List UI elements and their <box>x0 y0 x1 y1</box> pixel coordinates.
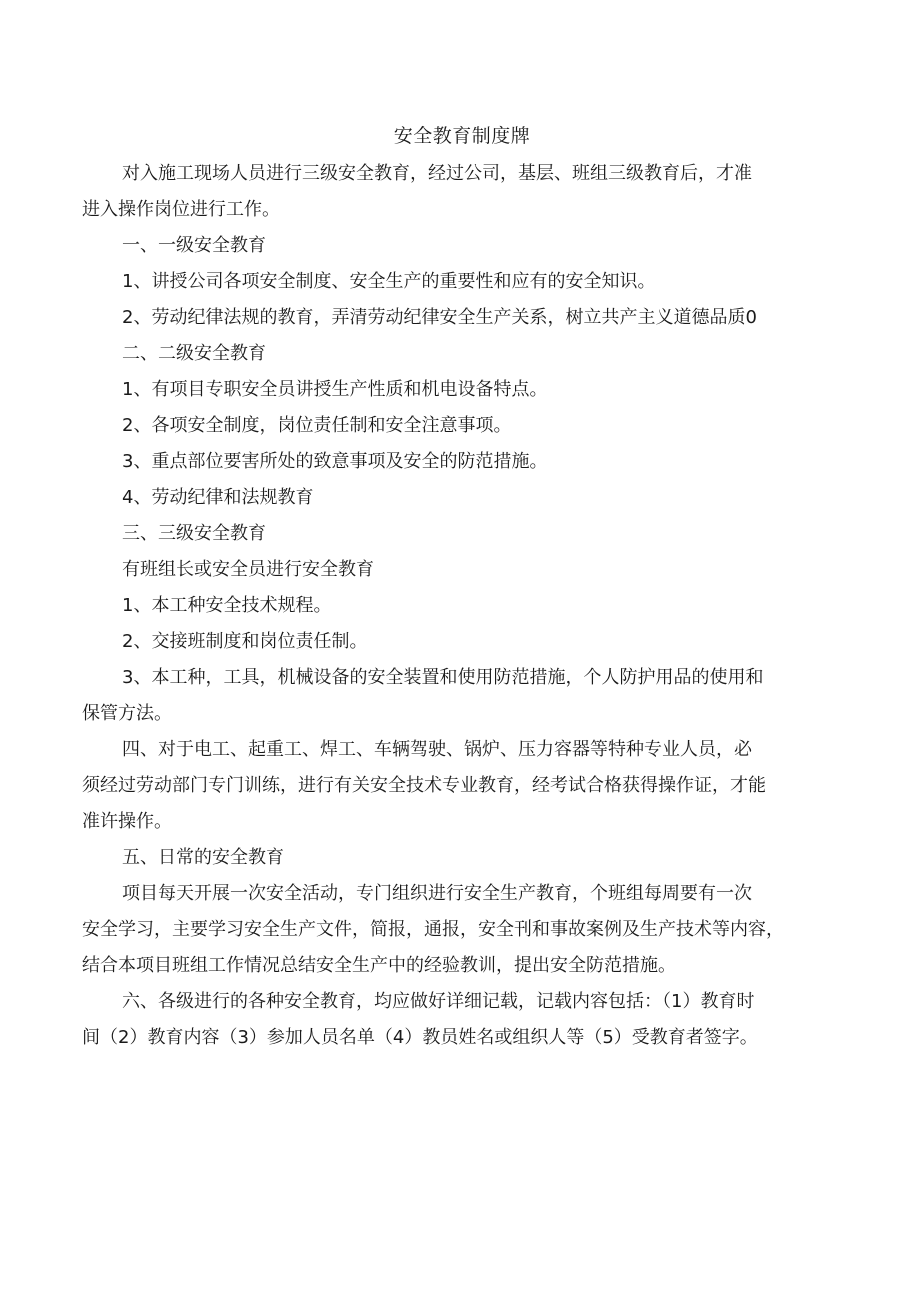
section-4-line-3: 准许操作。 <box>82 811 172 832</box>
section-1-item-1: 1、讲授公司各项安全制度、安全生产的重要性和应有的安全知识。 <box>122 271 656 292</box>
section-6-line-1: 六、各级进行的各种安全教育，均应做好详细记载，记载内容包括：（1）教育时 <box>122 991 755 1012</box>
section-4-line-1: 四、对于电工、起重工、焊工、车辆驾驶、锅炉、压力容器等特种专业人员，必 <box>122 739 752 760</box>
section-3-item-3-line-2: 保管方法。 <box>82 703 172 724</box>
section-6-line-2: 间（2）教育内容（3）参加人员名单（4）教员姓名或组织人等（5）受教育者签字。 <box>82 1027 758 1048</box>
section-2-item-3: 3、重点部位要害所处的致意事项及安全的防范措施。 <box>122 451 548 472</box>
section-1-heading: 一、一级安全教育 <box>122 235 266 256</box>
section-1-item-2: 2、劳动纪律法规的教育，弄清劳动纪律安全生产关系，树立共产主义道德品质0 <box>122 307 757 328</box>
section-2-item-1: 1、有项目专职安全员讲授生产性质和机电设备特点。 <box>122 379 548 400</box>
document-page <box>82 118 842 1056</box>
section-3-heading: 三、三级安全教育 <box>122 523 266 544</box>
section-5-line-2: 安全学习，主要学习安全生产文件，简报，通报，安全刊和事故案例及生产技术等内容， <box>82 919 784 940</box>
section-5-heading: 五、日常的安全教育 <box>122 847 284 868</box>
intro-line-2: 进入操作岗位进行工作。 <box>82 199 280 220</box>
section-4-line-2: 须经过劳动部门专门训练，进行有关安全技术专业教育，经考试合格获得操作证，才能 <box>82 775 766 796</box>
section-2-heading: 二、二级安全教育 <box>122 343 266 364</box>
section-3-item-2: 2、交接班制度和岗位责任制。 <box>122 631 368 652</box>
section-5-line-1: 项目每天开展一次安全活动，专门组织进行安全生产教育，个班组每周要有一次 <box>122 883 752 904</box>
section-3-item-1: 1、本工种安全技术规程。 <box>122 595 332 616</box>
document-title: 安全教育制度牌 <box>393 125 531 147</box>
intro-line-1: 对入施工现场人员进行三级安全教育，经过公司，基层、班组三级教育后，才准 <box>122 163 752 184</box>
section-3-item-3-line-1: 3、本工种，工具，机械设备的安全装置和使用防范措施，个人防护用品的使用和 <box>122 667 764 688</box>
section-2-item-4: 4、劳动纪律和法规教育 <box>122 487 314 508</box>
section-3-intro: 有班组长或安全员进行安全教育 <box>122 559 374 580</box>
section-5-line-3: 结合本项目班组工作情况总结安全生产中的经验教训，提出安全防范措施。 <box>82 955 676 976</box>
section-2-item-2: 2、各项安全制度，岗位责任制和安全注意事项。 <box>122 415 512 436</box>
